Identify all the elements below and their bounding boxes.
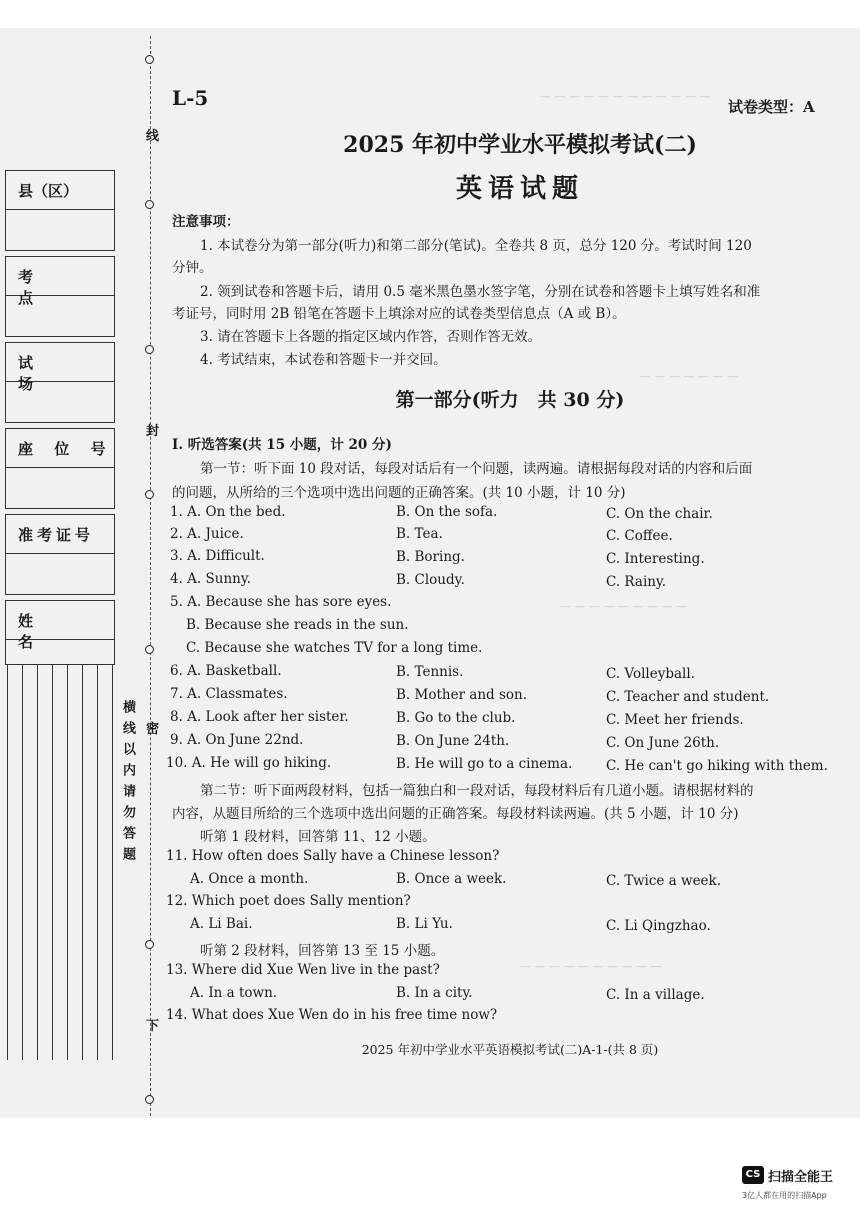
note-line: 4. 考试结束，本试卷和答题卡一并交回。 xyxy=(200,352,447,368)
q13-stem: 13. Where did Xue Wen live in the past? xyxy=(166,962,440,978)
margin-line xyxy=(112,665,113,1060)
instruction-line: 内容，从题目所给的三个选项中选出问题的正确答案。每段材料读两遍。(共 5 小题，计 10 分) xyxy=(172,806,739,822)
section-heading: Ⅰ. 听选答案(共 15 小题，计 20 分) xyxy=(172,437,392,453)
q6-option-c: C. Volleyball. xyxy=(606,666,695,682)
field-name[interactable] xyxy=(5,600,115,665)
q12-stem: 12. Which poet does Sally mention? xyxy=(166,893,411,909)
field-seat-number[interactable] xyxy=(5,428,115,509)
field-label: 姓 名 xyxy=(18,612,109,651)
q5-option-c: C. Because she watches TV for a long time. xyxy=(186,640,483,656)
q2-option-a: 2. A. Juice. xyxy=(170,526,244,542)
bleed-through-text: — — — — — — — — — — xyxy=(520,960,662,973)
q5-option-b: B. Because she reads in the sun. xyxy=(186,617,409,633)
binding-hole xyxy=(145,55,154,64)
instruction-line: 的问题，从所给的三个选项中选出问题的正确答案。(共 10 小题，计 10 分) xyxy=(172,485,626,501)
margin-mark-below: 下 xyxy=(146,1019,160,1034)
q9-option-a: 9. A. On June 22nd. xyxy=(170,732,304,748)
bleed-through-text: — — — — — — — — — xyxy=(560,600,687,613)
q9-option-b: B. On June 24th. xyxy=(396,733,510,749)
binding-hole xyxy=(145,200,154,209)
margin-line xyxy=(7,665,8,1060)
q4-option-c: C. Rainy. xyxy=(606,574,667,590)
q8-option-c: C. Meet her friends. xyxy=(606,712,744,728)
field-label: 座 位 号 xyxy=(18,440,114,458)
notes-heading: 注意事项： xyxy=(172,214,240,230)
field-county[interactable] xyxy=(5,170,115,251)
margin-mark-seal: 封 xyxy=(146,424,160,439)
q1-option-b: B. On the sofa. xyxy=(396,504,498,520)
q13-option-b: B. In a city. xyxy=(396,985,473,1001)
scanner-app-name: 扫描全能王 xyxy=(768,1170,834,1185)
q12-option-c: C. Li Qingzhao. xyxy=(606,918,711,934)
material-heading: 听第 2 段材料，回答第 13 至 15 小题。 xyxy=(200,943,445,959)
q9-option-c: C. On June 26th. xyxy=(606,735,720,751)
q1-option-c: C. On the chair. xyxy=(606,506,713,522)
material-heading: 听第 1 段材料，回答第 11、12 小题。 xyxy=(200,829,436,845)
q4-option-b: B. Cloudy. xyxy=(396,572,465,588)
binding-hole xyxy=(145,345,154,354)
part1-title: 第一部分(听力 共 30 分) xyxy=(395,389,625,411)
q10-option-b: B. He will go to a cinema. xyxy=(396,756,573,772)
q10-option-a: 10. A. He will go hiking. xyxy=(166,755,332,771)
q8-option-b: B. Go to the club. xyxy=(396,710,516,726)
margin-line xyxy=(52,665,53,1060)
q13-option-c: C. In a village. xyxy=(606,987,705,1003)
instruction-line: 第二节：听下面两段材料，包括一篇独白和一段对话，每段材料后有几道小题。请根据材料的 xyxy=(200,783,754,799)
field-exam-site[interactable] xyxy=(5,256,115,337)
q5-option-a: 5. A. Because she has sore eyes. xyxy=(170,594,392,610)
q12-option-b: B. Li Yu. xyxy=(396,916,453,932)
margin-line xyxy=(22,665,23,1060)
note-line: 分钟。 xyxy=(172,260,213,276)
q12-option-a: A. Li Bai. xyxy=(190,916,253,932)
q4-option-a: 4. A. Sunny. xyxy=(170,571,251,587)
paper-code: L-5 xyxy=(172,86,209,110)
binding-hole xyxy=(145,490,154,499)
q11-stem: 11. How often does Sally have a Chinese lesson? xyxy=(166,848,500,864)
paper-type: 试卷类型：A xyxy=(728,98,815,116)
note-line: 1. 本试卷分为第一部分(听力)和第二部分(笔试)。全卷共 8 页，总分 120 分。考试时间 120 xyxy=(200,238,752,254)
q14-stem: 14. What does Xue Wen do in his free time now? xyxy=(166,1007,498,1023)
scanner-tagline: 3亿人都在用的扫描App xyxy=(742,1191,827,1200)
q7-option-b: B. Mother and son. xyxy=(396,687,528,703)
binding-hole xyxy=(145,645,154,654)
binding-line xyxy=(150,36,151,1116)
field-label: 试 场 xyxy=(18,354,109,393)
instruction-line: 第一节：听下面 10 段对话，每段对话后有一个问题，读两遍。请根据每段对话的内容和后面 xyxy=(200,461,753,477)
margin-warning: 横线以内请勿答题 xyxy=(120,700,135,868)
margin-line xyxy=(97,665,98,1060)
margin-mark-line: 线 xyxy=(146,129,160,144)
exam-title: 2025 年初中学业水平模拟考试(二) xyxy=(343,132,697,158)
q2-option-b: B. Tea. xyxy=(396,526,443,542)
binding-hole xyxy=(145,940,154,949)
margin-mark-secret: 密 xyxy=(146,722,160,737)
field-admission-number[interactable] xyxy=(5,514,115,595)
field-exam-room[interactable] xyxy=(5,342,115,423)
q7-option-c: C. Teacher and student. xyxy=(606,689,770,705)
q3-option-c: C. Interesting. xyxy=(606,551,705,567)
q13-option-a: A. In a town. xyxy=(190,985,278,1001)
q6-option-a: 6. A. Basketball. xyxy=(170,663,282,679)
q11-option-a: A. Once a month. xyxy=(190,871,309,887)
bleed-through-text: — — — — — — — xyxy=(640,370,738,383)
field-label: 考 点 xyxy=(18,268,109,307)
page-footer: 2025 年初中学业水平英语模拟考试(二)A-1-(共 8 页) xyxy=(361,1042,659,1057)
note-line: 考证号，同时用 2B 铅笔在答题卡上填涂对应的试卷类型信息点（A 或 B）。 xyxy=(172,306,626,322)
q11-option-c: C. Twice a week. xyxy=(606,873,722,889)
margin-line xyxy=(37,665,38,1060)
field-label: 准考证号 xyxy=(18,526,95,544)
margin-line xyxy=(67,665,68,1060)
q6-option-b: B. Tennis. xyxy=(396,664,464,680)
q3-option-b: B. Boring. xyxy=(396,549,465,565)
q10-option-c: C. He can't go hiking with them. xyxy=(606,758,828,774)
note-line: 2. 领到试卷和答题卡后，请用 0.5 毫米黑色墨水签字笔，分别在试卷和答题卡上填写姓名和准 xyxy=(200,284,761,300)
q3-option-a: 3. A. Difficult. xyxy=(170,548,265,564)
margin-line xyxy=(82,665,83,1060)
note-line: 3. 请在答题卡上各题的指定区域内作答，否则作答无效。 xyxy=(200,329,542,345)
q2-option-c: C. Coffee. xyxy=(606,528,673,544)
q1-option-a: 1. A. On the bed. xyxy=(170,504,286,520)
field-label: 县（区） xyxy=(18,182,79,200)
q7-option-a: 7. A. Classmates. xyxy=(170,686,288,702)
camscanner-logo: CS xyxy=(742,1166,764,1184)
q8-option-a: 8. A. Look after her sister. xyxy=(170,709,349,725)
q11-option-b: B. Once a week. xyxy=(396,871,507,887)
subject-title: 英语试题 xyxy=(455,174,584,204)
binding-hole xyxy=(145,1095,154,1104)
bleed-through-text: — — — — — — — — — — — — xyxy=(540,90,711,103)
